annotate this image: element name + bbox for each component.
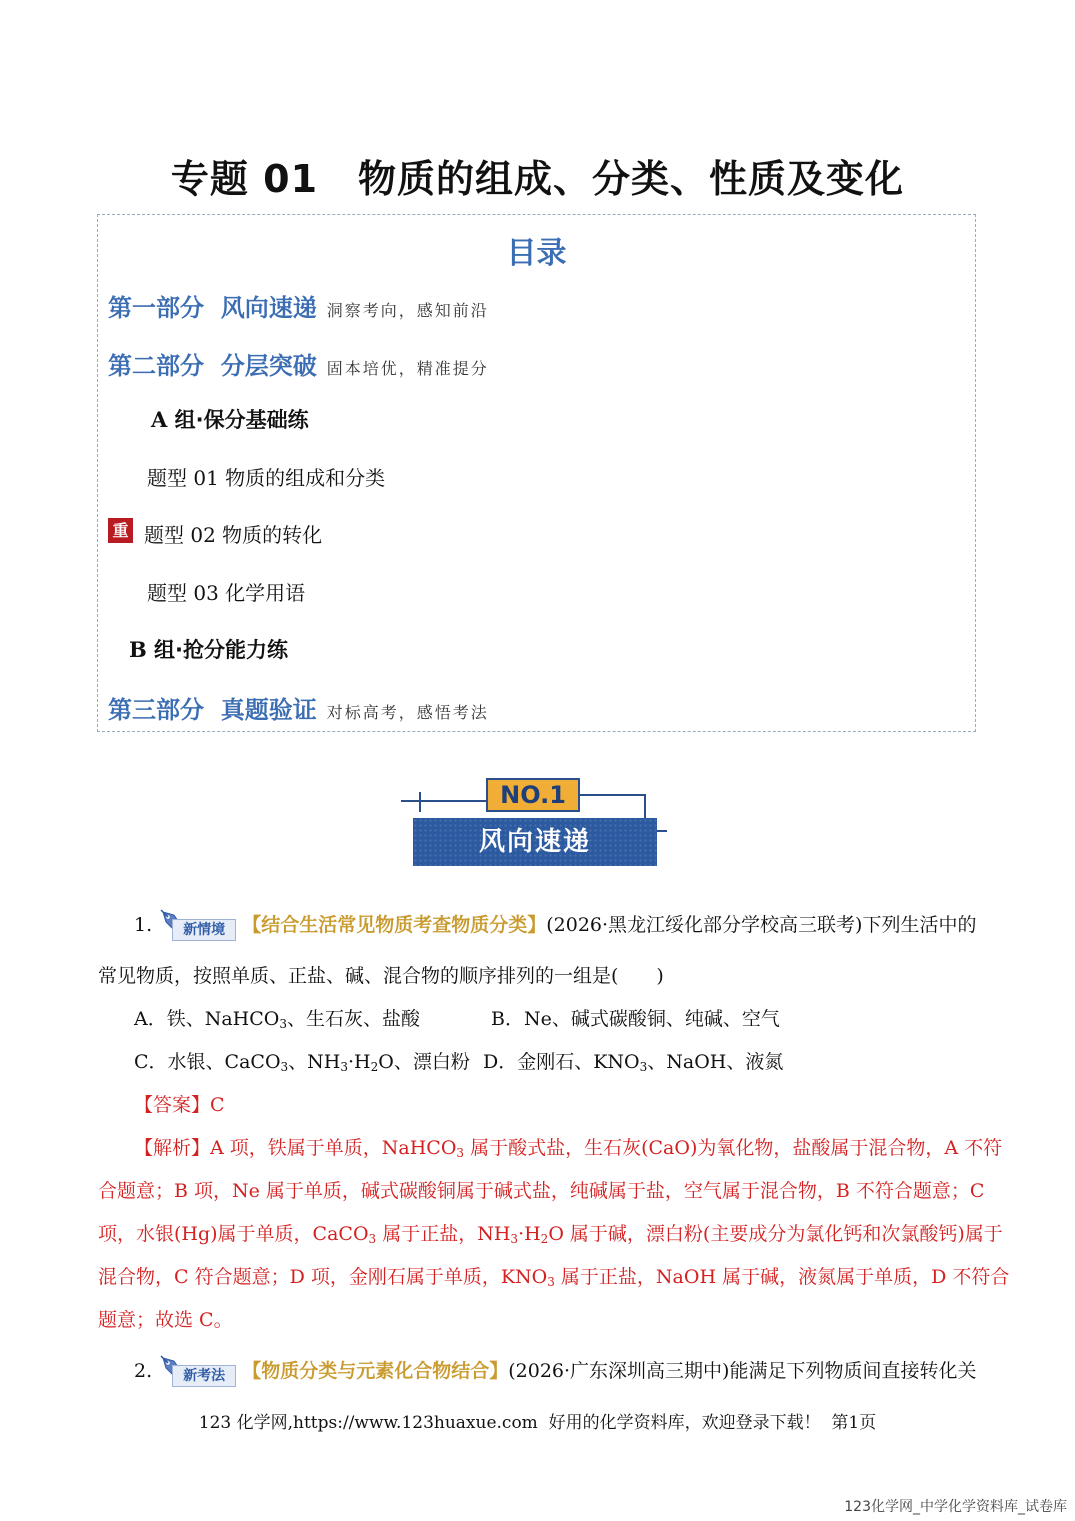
q2-prefix: 题型 02	[144, 523, 223, 547]
toc-part2[interactable]	[108, 346, 489, 381]
option-d-rest: 、NaOH、液氮	[647, 1051, 784, 1073]
toc-part2-heading: 第二部分 分层突破	[108, 352, 317, 380]
toc-part1-heading: 第一部分 风向速递	[108, 294, 317, 322]
option-b[interactable]: B．Ne、碱式碳酸铜、纯碱、空气	[491, 1008, 780, 1030]
exp4-text: 混合物，C 符合题意；D 项，金刚石属于单质，KNO	[98, 1266, 548, 1288]
question-1-line2: 常见物质，按照单质、正盐、碱、混合物的顺序排列的一组是( )	[98, 965, 664, 987]
banner-number: NO.1	[486, 778, 580, 812]
exp4-rest: 属于正盐，NaOH 属于碱，液氮属于单质，D 不符合	[554, 1266, 1010, 1288]
option-c-sub3: 2	[370, 1060, 379, 1074]
toc-part3-heading: 第三部分 真题验证	[108, 696, 317, 724]
toc-question-type-02[interactable]	[144, 519, 322, 548]
q1-explanation-line1	[134, 1133, 1002, 1160]
option-c-sub2: 3	[340, 1060, 349, 1074]
exp1-text: 【解析】A 项，铁属于单质，NaHCO	[134, 1137, 457, 1159]
toc-part1-sub: 洞察考向，感知前沿	[326, 301, 489, 320]
option-a[interactable]	[134, 1004, 420, 1031]
q1-number: 1.	[134, 914, 153, 936]
title-part1: 专题 01	[170, 157, 319, 201]
exp3-mid1: 属于正盐，NH	[376, 1223, 511, 1245]
option-d[interactable]	[483, 1047, 783, 1074]
toc-part3-sub: 对标高考，感悟考法	[326, 703, 489, 722]
q1-answer: 【答案】C	[134, 1094, 225, 1116]
group-b-letter: B	[129, 637, 147, 662]
exp1-sub: 3	[456, 1146, 465, 1160]
toc-question-type-01[interactable]	[147, 462, 385, 491]
q2-topic: 【物质分类与元素化合物结合】	[242, 1360, 509, 1382]
toc-question-type-03[interactable]	[147, 577, 305, 606]
option-c-text: C．水银、CaCO	[134, 1051, 281, 1073]
q1-explanation-line4	[98, 1262, 1009, 1289]
q1-text: 物质的组成和分类	[225, 466, 386, 490]
watermark: 123化学网_中学化学资料库_试卷库	[844, 1499, 1067, 1515]
option-d-sub: 3	[639, 1060, 648, 1074]
question-2-line1	[134, 1356, 976, 1385]
q2-number: 2.	[134, 1360, 153, 1382]
exp3-rest: O 属于碱，漂白粉(主要成分为氯化钙和次氯酸钙)属于	[548, 1223, 1003, 1245]
page-footer: 123 化学网,https://www.123huaxue.com 好用的化学资料库，欢迎登录下载！ 第1页	[198, 1413, 877, 1433]
option-d-text: D．金刚石、KNO	[483, 1051, 640, 1073]
option-c-mid1: 、NH	[288, 1051, 341, 1073]
q1-explanation-line2: 合题意；B 项，Ne 属于单质，碱式碳酸铜属于碱式盐，纯碱属于盐，空气属于混合物，B 不符合题意；C	[98, 1180, 985, 1202]
banner-line-drop	[644, 794, 646, 818]
new-situation-badge	[158, 913, 236, 939]
toc-part2-sub: 固本培优，精准提分	[326, 359, 489, 378]
exp3-mid2: ·H	[518, 1223, 541, 1245]
new-method-badge	[158, 1359, 236, 1385]
key-mark-icon: 重	[108, 518, 133, 543]
q1-explanation-line5: 题意；故选 C。	[98, 1309, 233, 1331]
badge-label: 新考法	[172, 1365, 236, 1387]
badge-label: 新情境	[172, 919, 236, 941]
q2-text: 物质的转化	[222, 523, 323, 547]
toc-title: 目录	[506, 236, 567, 271]
option-a-sub: 3	[279, 1017, 287, 1031]
exp3-text: 项，水银(Hg)属于单质，CaCO	[98, 1223, 369, 1245]
banner-line-tail	[657, 830, 667, 832]
q3-prefix: 题型 03	[147, 581, 226, 605]
group-b-text: 组·抢分能力练	[146, 638, 289, 662]
toc-group-a[interactable]	[151, 404, 309, 434]
exp3-sub2: 3	[510, 1232, 519, 1246]
title-part2: 物质的组成、分类、性质及变化	[358, 157, 905, 201]
group-a-letter: A	[151, 407, 168, 432]
banner-label: 风向速递	[413, 818, 657, 866]
q3-text: 化学用语	[225, 581, 306, 605]
exp1-rest: 属于酸式盐，生石灰(CaO)为氧化物，盐酸属于混合物，A 不符	[464, 1137, 1003, 1159]
option-a-text: A．铁、NaHCO	[134, 1008, 280, 1030]
option-c[interactable]	[134, 1047, 470, 1074]
option-a-rest: 、生石灰、盐酸	[287, 1008, 421, 1030]
group-a-text: 组·保分基础练	[167, 408, 309, 432]
option-c-rest: O、漂白粉	[378, 1051, 470, 1073]
question-1-line1	[134, 910, 976, 939]
page-title	[0, 148, 1075, 203]
option-c-mid2: ·H	[348, 1051, 371, 1073]
q1-prefix: 题型 01	[147, 466, 226, 490]
q1-topic: 【结合生活常见物质考查物质分类】	[242, 914, 547, 936]
q1-source: (2026·黑龙江绥化部分学校高三联考)下列生活中的	[546, 914, 977, 936]
exp3-sub1: 3	[368, 1232, 377, 1246]
q2-source: (2026·广东深圳高三期中)能满足下列物质间直接转化关	[508, 1360, 977, 1382]
banner-line-right	[580, 794, 646, 796]
banner-tick	[419, 792, 421, 812]
exp4-sub: 3	[547, 1275, 555, 1289]
exp3-sub3: 2	[540, 1232, 549, 1246]
toc-part1[interactable]	[108, 288, 489, 323]
toc-group-b[interactable]	[129, 634, 288, 664]
q1-explanation-line3	[98, 1219, 1003, 1246]
banner-line-left	[401, 800, 486, 802]
option-c-sub1: 3	[280, 1060, 289, 1074]
toc-part3[interactable]	[108, 690, 489, 725]
